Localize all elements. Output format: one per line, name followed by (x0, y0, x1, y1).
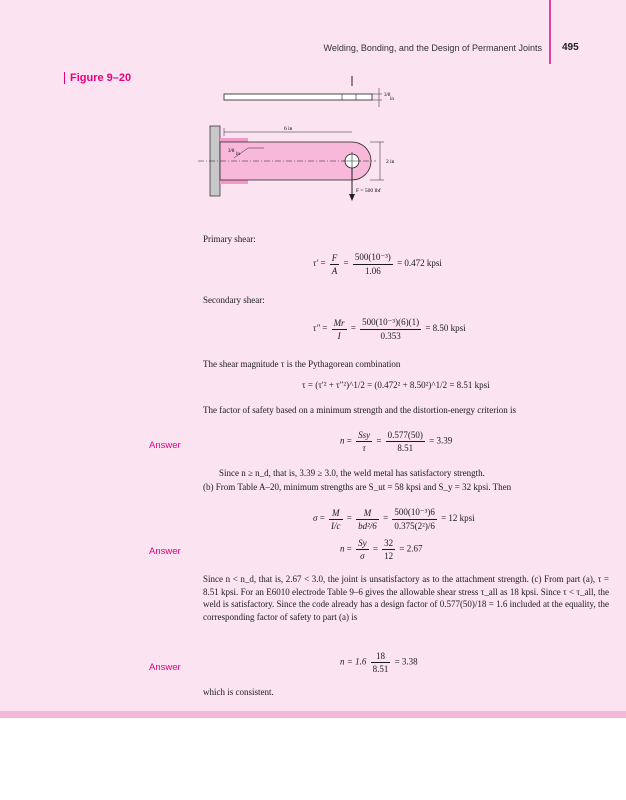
equation-shear-magnitude: τ = (τ′² + τ″²)^1/2 = (0.472² + 8.50²)^1/2 = 8.51 kpsi (302, 380, 490, 390)
force-label: F = 500 lbf (356, 188, 381, 194)
factor-of-safety-text: The factor of safety based on a minimum strength and the distortion-energy criterion is (203, 405, 516, 415)
running-title: Welding, Bonding, and the Design of Permanent Joints (323, 43, 542, 53)
primary-shear-heading: Primary shear: (203, 234, 256, 244)
dim-label-2in: 2 in (386, 159, 395, 165)
secondary-shear-heading: Secondary shear: (203, 295, 265, 305)
part-b-text: (b) From Table A–20, minimum strengths are S_ut = 58 kpsi and S_y = 32 kpsi. Then (203, 482, 512, 492)
since-text-1: Since n ≥ n_d, that is, 3.39 ≥ 3.0, the weld metal has satisfactory strength. (219, 468, 485, 478)
dim-label-6in: 6 in (284, 126, 293, 132)
weld-top (220, 138, 248, 142)
answer-label-2: Answer (149, 546, 181, 557)
page-number: 495 (562, 42, 579, 53)
figure-label: Figure 9–20 (64, 72, 131, 84)
equation-n1: n = $\frac{\text{Ssy}}{\tau}$ = $\frac{0.577(50)}{8.51}$ = 3.39 (340, 430, 453, 453)
equation-sigma: σ = $\frac{M}{I/c}$ = $\frac{M}{\text{bd²/6}}$ = $\frac{\text{500(10⁻³)6}}{\text{0.375(2²)/6}}$ = 12 kpsi (313, 507, 475, 531)
plate-thickness-fraction: 3/8 (384, 93, 391, 98)
equation-primary-shear: τ′ = $\frac{F}{A}$ = $\frac{\text{500(10⁻³)}}{1.06}$ = 0.472 kpsi (313, 252, 442, 276)
footer-band (0, 711, 626, 718)
weld-bottom (220, 180, 248, 184)
weld-leg-unit: in (236, 152, 240, 157)
figure-9-20-diagram (198, 74, 428, 204)
since-text-2: Since n < n_d, that is, 2.67 < 3.0, the joint is unsatisfactory as to the attachment strength. (c) From part (a), τ = 8.51 kpsi. For an E6010 electrode Table 9–6 gives the allowable shear stress τ_all as 18 kpsi. Since τ < τ_all, the weld is satisfactory. Since the code already has a design factor of 0.577(50)/18 = 1.6 included at the equality, the corresponding factor of safety to part (a) is (203, 574, 609, 622)
weld-leg-fraction: 3/8 (228, 149, 235, 154)
answer-label-1: Answer (149, 440, 181, 451)
top-view-plate (224, 94, 372, 100)
shear-magnitude-text: The shear magnitude τ is the Pythagorean combination (203, 359, 401, 369)
equation-n2: n = $\frac{Sy}{\sigma}$ = $\frac{32}{12}$ = 2.67 (340, 538, 423, 561)
answer-label-3: Answer (149, 662, 181, 673)
closing-text: which is consistent. (203, 687, 274, 697)
equation-secondary-shear: τ″ = $\frac{Mr}{I}$ = $\frac{\text{500(10⁻³)(6)(1)}}{0.353}$ = 8.50 kpsi (313, 317, 466, 341)
plate-thickness-unit: in (390, 97, 394, 102)
header-rule (549, 0, 551, 64)
equation-n3: n = 1.6 $\frac{18}{8.51}$ = 3.38 (340, 651, 418, 674)
